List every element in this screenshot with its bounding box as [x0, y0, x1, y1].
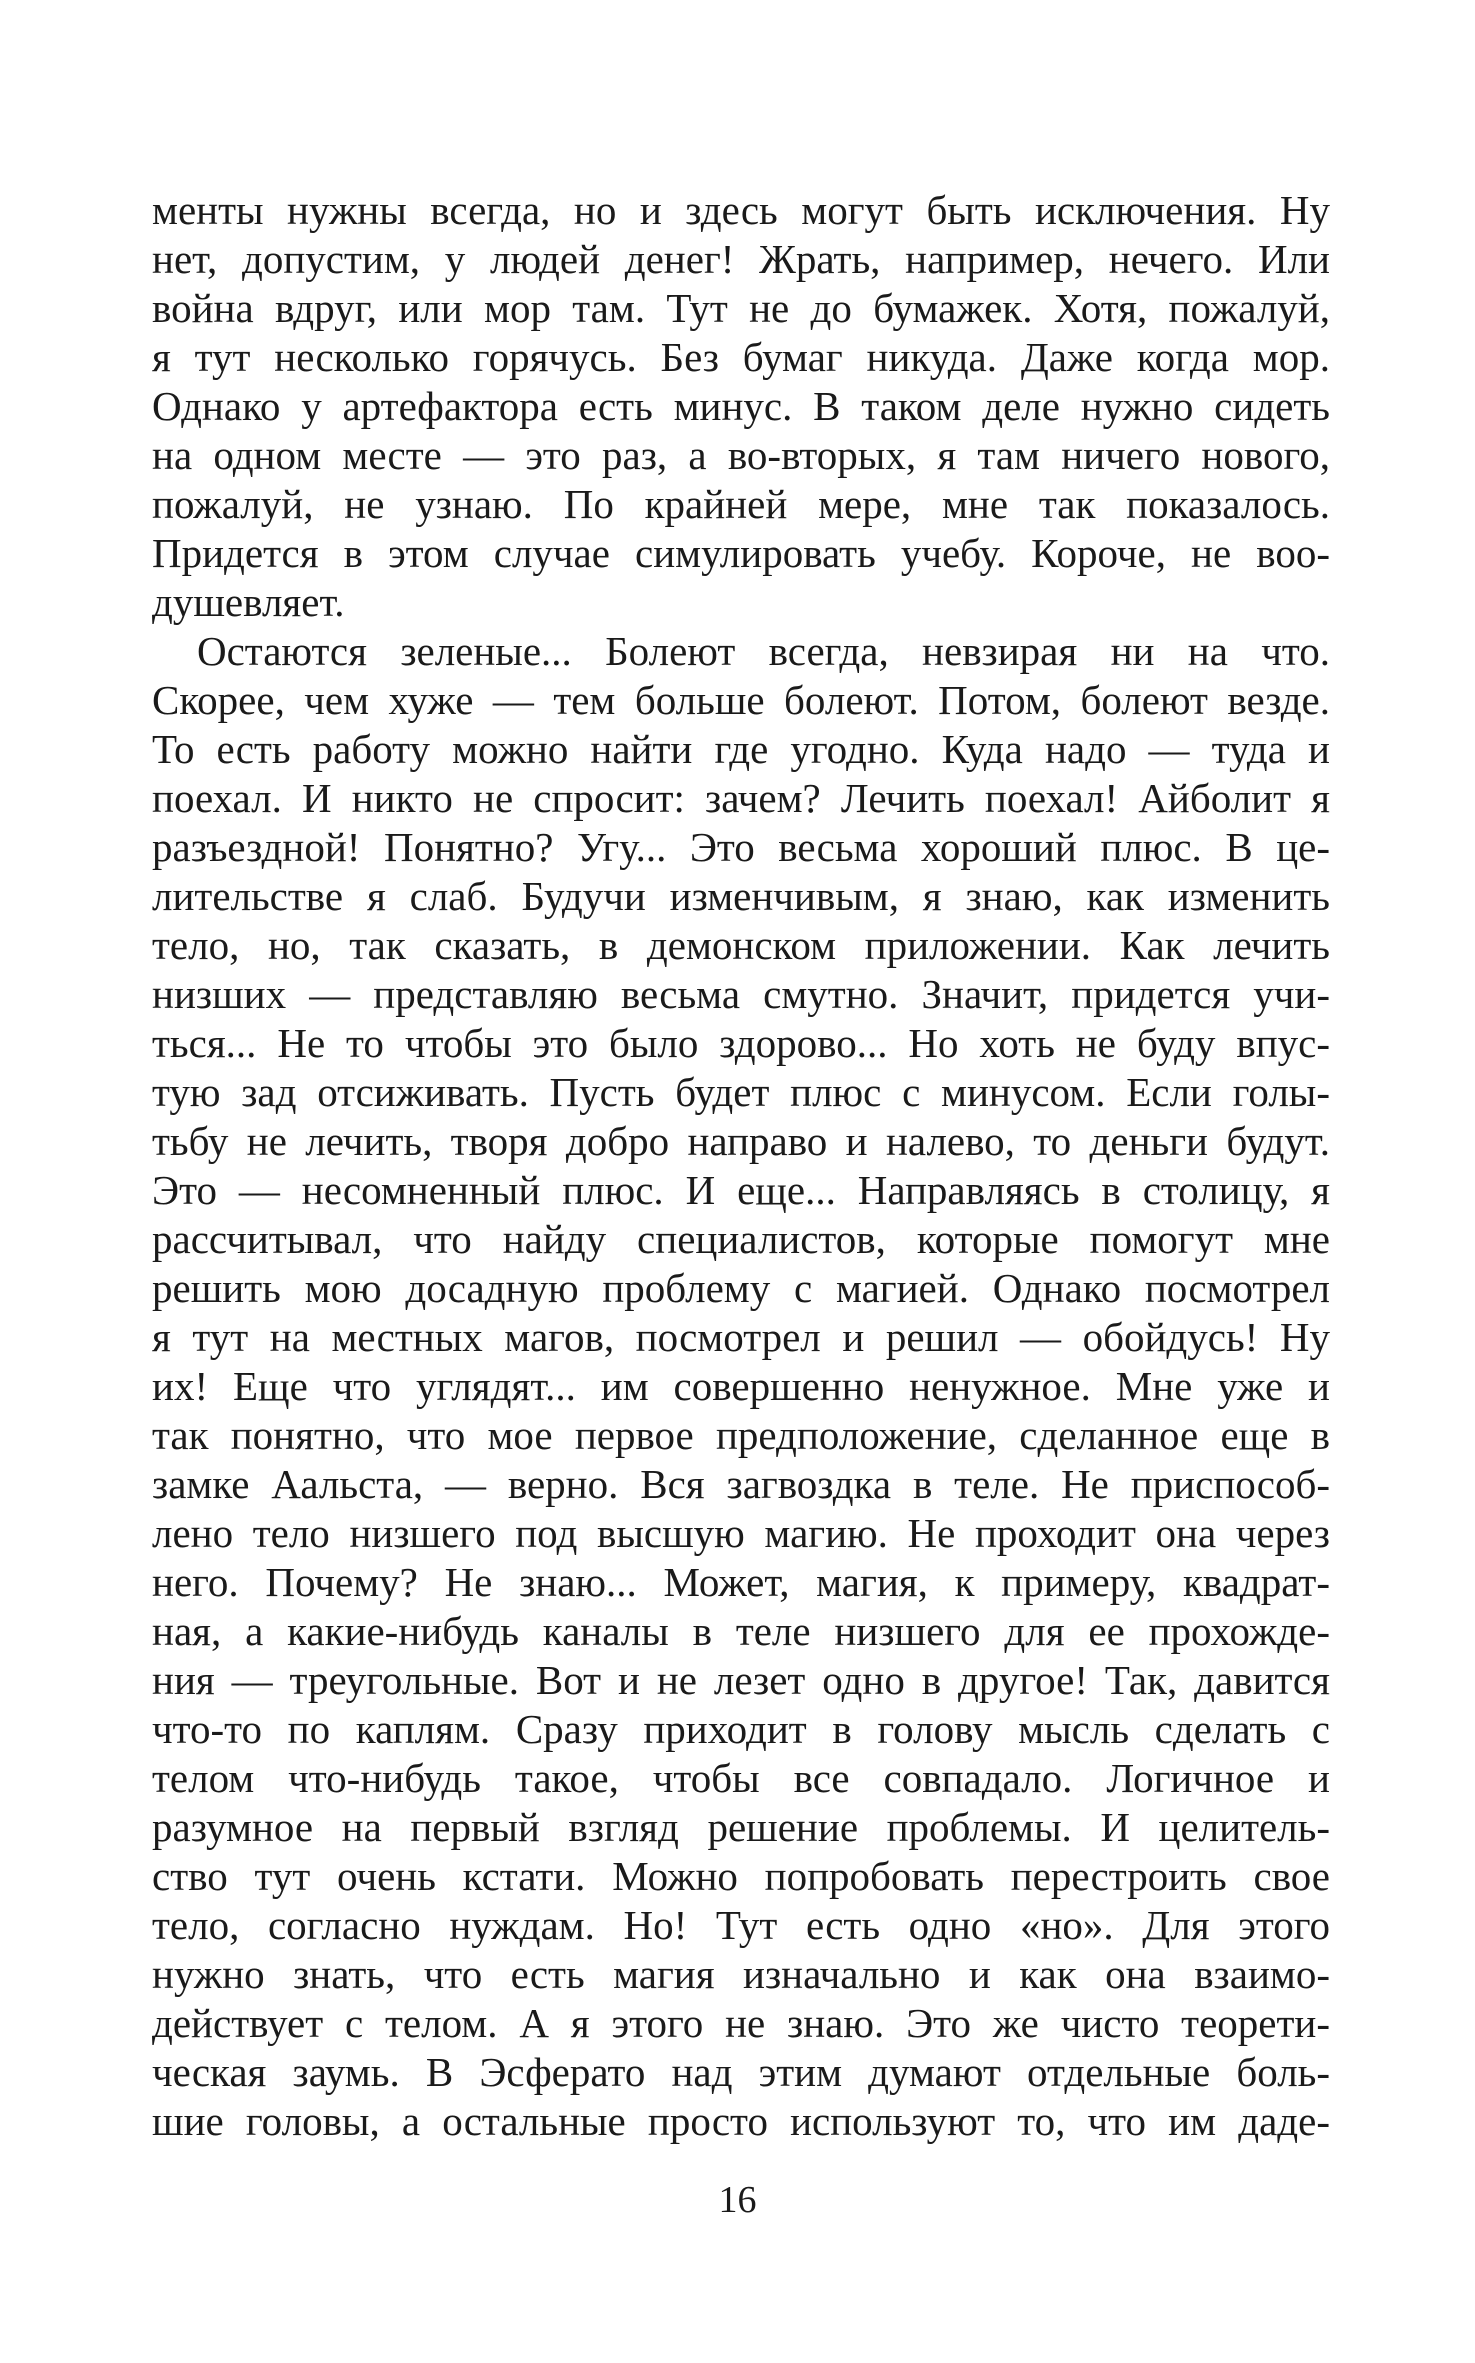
text-line: тело, согласно нуждам. Но! Тут есть одно «но». Для этого: [152, 1902, 1330, 1948]
page-number: 16: [718, 2179, 757, 2221]
text-line: Придется в этом случае симулировать учебу. Короче, не воо-: [152, 530, 1330, 576]
text-line: я тут на местных магов, посмотрел и решил — обойдусь! Ну: [152, 1314, 1330, 1360]
text-line: что-то по каплям. Сразу приходит в голову мысль сделать с: [152, 1706, 1330, 1752]
text-line: Это — несомненный плюс. И еще... Направляясь в столицу, я: [152, 1167, 1330, 1213]
text-line: нет, допустим, у людей денег! Жрать, например, нечего. Или: [152, 236, 1330, 282]
text-line: менты нужны всегда, но и здесь могут быть исключения. Ну: [152, 187, 1330, 233]
text-line: их! Еще что углядят... им совершенно ненужное. Мне уже и: [152, 1363, 1330, 1409]
text-line: поехал. И никто не спросит: зачем? Лечить поехал! Айболит я: [152, 775, 1330, 821]
text-line: ная, а какие-нибудь каналы в теле низшего для ее прохожде-: [152, 1608, 1330, 1654]
text-line: низших — представляю весьма смутно. Значит, придется учи-: [152, 971, 1330, 1017]
text-line: лено тело низшего под высшую магию. Не проходит она через: [152, 1510, 1330, 1556]
text-line: ство тут очень кстати. Можно попробовать перестроить свое: [152, 1853, 1330, 1899]
text-line: на одном месте — это раз, а во-вторых, я там ничего нового,: [152, 432, 1330, 478]
text-line: тело, но, так сказать, в демонском приложении. Как лечить: [152, 922, 1330, 968]
text-line: Однако у артефактора есть минус. В таком деле нужно сидеть: [152, 383, 1330, 429]
text-line: ческая заумь. В Эсферато над этим думают отдельные боль-: [152, 2049, 1330, 2095]
text-line: война вдруг, или мор там. Тут не до бумажек. Хотя, пожалуй,: [152, 285, 1330, 331]
text-line: ться... Не то чтобы это было здорово... Но хоть не буду впус-: [152, 1020, 1330, 1066]
text-line: разъездной! Понятно? Угу... Это весьма хороший плюс. В це-: [152, 824, 1330, 870]
text-line: так понятно, что мое первое предположение, сделанное еще в: [152, 1412, 1330, 1458]
text-line: Остаются зеленые... Болеют всегда, невзирая ни на что.: [197, 628, 1330, 674]
text-line: замке Аальста, — верно. Вся загвоздка в теле. Не приспособ-: [152, 1461, 1330, 1507]
body-text: [152, 186, 1330, 2146]
text-line: То есть работу можно найти где угодно. Куда надо — туда и: [152, 726, 1330, 772]
text-line: тую зад отсиживать. Пусть будет плюс с минусом. Если голы-: [152, 1069, 1330, 1115]
text-line: рассчитывал, что найду специалистов, которые помогут мне: [152, 1216, 1330, 1262]
text-line: ния — треугольные. Вот и не лезет одно в другое! Так, давится: [152, 1657, 1330, 1703]
text-line: разумное на первый взгляд решение проблемы. И целитель-: [152, 1804, 1330, 1850]
text-line: я тут несколько горячусь. Без бумаг никуда. Даже когда мор.: [152, 334, 1330, 380]
text-line: шие головы, а остальные просто используют то, что им даде-: [152, 2098, 1330, 2144]
text-line: лительстве я слаб. Будучи изменчивым, я знаю, как изменить: [152, 873, 1330, 919]
text-line: действует с телом. А я этого не знаю. Это же чисто теорети-: [152, 2000, 1330, 2046]
text-line: телом что-нибудь такое, чтобы все совпадало. Логичное и: [152, 1755, 1330, 1801]
text-line: него. Почему? Не знаю... Может, магия, к примеру, квадрат-: [152, 1559, 1330, 1605]
text-line: душевляет.: [152, 579, 345, 625]
text-line: Скорее, чем хуже — тем больше болеют. Потом, болеют везде.: [152, 677, 1330, 723]
text-line: пожалуй, не узнаю. По крайней мере, мне так показалось.: [152, 481, 1330, 527]
text-line: нужно знать, что есть магия изначально и как она взаимо-: [152, 1951, 1330, 1997]
text-line: тьбу не лечить, творя добро направо и налево, то деньги будут.: [152, 1118, 1330, 1164]
text-line: решить мою досадную проблему с магией. Однако посмотрел: [152, 1265, 1330, 1311]
